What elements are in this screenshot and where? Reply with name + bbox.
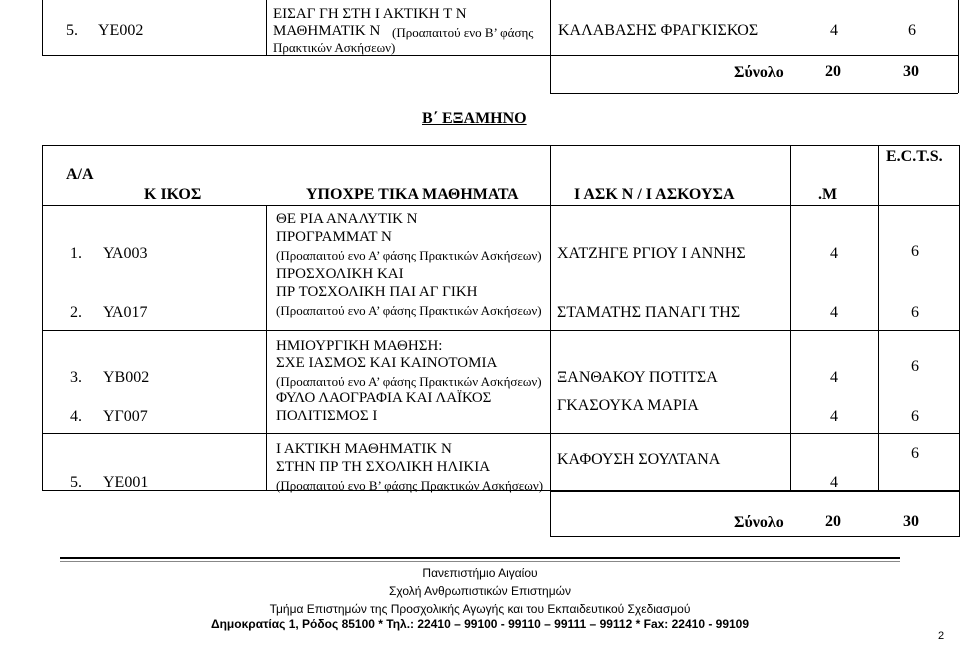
ects-value: 6 bbox=[911, 358, 919, 375]
ects-value: 6 bbox=[911, 408, 919, 425]
page-number: 2 bbox=[938, 630, 945, 642]
total-label: Σύνολο bbox=[734, 64, 784, 81]
header-hours: .Μ bbox=[818, 186, 838, 203]
course-code: ΥΕ002 bbox=[98, 22, 144, 39]
grid-line bbox=[958, 0, 959, 93]
course-title: Ι ΑΚΤΙΚΗ ΜΑΘΗΜΑΤΙΚ Ν bbox=[276, 441, 452, 457]
ects-value: 6 bbox=[908, 22, 916, 39]
hours-value: 4 bbox=[830, 22, 838, 39]
grid-line bbox=[550, 93, 958, 94]
grid-line bbox=[266, 0, 267, 55]
footer-rule bbox=[60, 557, 900, 559]
instructor-name: ΞΑΝΘΑΚΟΥ ΠΟΤΙΤΣΑ bbox=[557, 369, 718, 386]
row-number: 2. bbox=[70, 304, 82, 321]
hours-value: 4 bbox=[830, 408, 838, 425]
course-title: ΠΡΟΓΡΑΜΜΑΤ Ν bbox=[276, 229, 392, 245]
row-number: 1. bbox=[70, 245, 82, 262]
header-aa: Α/Α bbox=[66, 166, 94, 183]
course-code: ΥΒ002 bbox=[103, 369, 150, 386]
grid-line bbox=[266, 205, 267, 491]
grid-line bbox=[42, 433, 960, 434]
course-title: ΠΡΟΣΧΟΛΙΚΗ ΚΑΙ bbox=[276, 266, 404, 282]
ects-value: 6 bbox=[911, 304, 919, 321]
grid-line bbox=[42, 330, 960, 331]
course-title: ΦΥΛΟ ΛΑΟΓΡΑΦΙΑ ΚΑΙ ΛΑΪΚΟΣ bbox=[276, 390, 492, 406]
header-ects: E.C.T.S. bbox=[886, 148, 943, 165]
header-instructor: Ι ΑΣΚ Ν / Ι ΑΣΚΟΥΣΑ bbox=[574, 186, 735, 203]
row-number: 4. bbox=[70, 408, 82, 425]
instructor-name: ΚΑΛΑΒΑΣΗΣ ΦΡΑΓΚΙΣΚΟΣ bbox=[558, 22, 759, 39]
hours-value: 4 bbox=[830, 369, 838, 386]
instructor-name: ΣΤΑΜΑΤΗΣ ΠΑΝΑΓΙ ΤΗΣ bbox=[557, 304, 741, 321]
course-note: (Προαπαιτού ενο Α’ φάσης Πρακτικών Ασκήσεων) bbox=[276, 303, 542, 318]
grid-line bbox=[550, 536, 960, 537]
header-code: Κ ΙΚΟΣ bbox=[144, 186, 202, 203]
course-note: (Προαπαιτού ενο Α’ φάσης Πρακτικών Ασκήσεων) bbox=[276, 374, 542, 389]
course-note: (Προαπαιτού ενο Β’ φάσης bbox=[392, 25, 534, 40]
instructor-name: ΧΑΤΖΗΓΕ ΡΓΙΟΥ Ι ΑΝΝΗΣ bbox=[557, 245, 746, 262]
course-code: ΥΑ017 bbox=[103, 304, 148, 321]
footer-university: Πανεπιστήμιο Αιγαίου bbox=[422, 566, 538, 580]
grid-line bbox=[790, 145, 791, 491]
total-ects: 30 bbox=[903, 63, 919, 80]
course-note: (Προαπαιτού ενο Β’ φάσης Πρακτικών Ασκήσεων) bbox=[276, 478, 544, 493]
total-hours: 20 bbox=[825, 513, 841, 530]
total-label: Σύνολο bbox=[734, 514, 784, 531]
ects-value: 6 bbox=[911, 445, 919, 462]
course-note: (Προαπαιτού ενο Α’ φάσης Πρακτικών Ασκήσεων) bbox=[276, 248, 542, 263]
instructor-name: ΚΑΦΟΥΣΗ ΣΟΥΛΤΑΝΑ bbox=[557, 451, 721, 468]
footer-department: Τμήμα Επιστημών της Προσχολικής Αγωγής και του Εκπαιδευτικού Σχεδιασμού bbox=[269, 602, 691, 616]
course-title: ΠΟΛΙΤΙΣΜΟΣ Ι bbox=[276, 408, 378, 424]
row-number: 3. bbox=[70, 369, 82, 386]
header-courses: ΥΠΟΧΡΕ ΤΙΚΑ ΜΑΘΗΜΑΤΑ bbox=[306, 186, 519, 203]
footer-address: Δημοκρατίας 1, Ρόδος 85100 * Τηλ.: 22410 – 99100 - 99110 – 99111 – 99112 * Fax: 22410 - 99109 bbox=[210, 617, 750, 631]
hours-value: 4 bbox=[830, 304, 838, 321]
course-note: Πρακτικών Ασκήσεων) bbox=[273, 40, 396, 55]
hours-value: 4 bbox=[830, 245, 838, 262]
row-number: 5. bbox=[66, 22, 78, 39]
grid-line bbox=[42, 205, 960, 206]
course-title: ΣΧΕ ΙΑΣΜΟΣ ΚΑΙ ΚΑΙΝΟΤΟΜΙΑ bbox=[276, 355, 498, 371]
grid-line bbox=[550, 55, 551, 93]
course-code: ΥΓ007 bbox=[103, 408, 148, 425]
grid-line bbox=[550, 491, 551, 536]
total-hours: 20 bbox=[825, 63, 841, 80]
grid-line bbox=[550, 0, 551, 55]
course-title: ΜΑΘΗΜΑΤΙΚ Ν bbox=[273, 23, 381, 39]
course-title: ΕΙΣΑΓ ΓΗ ΣΤΗ Ι ΑΚΤΙΚΗ Τ Ν bbox=[273, 6, 467, 22]
grid-line bbox=[42, 55, 958, 56]
course-code: ΥΕ001 bbox=[103, 474, 149, 491]
footer-school: Σχολή Ανθρωπιστικών Επιστημών bbox=[388, 584, 572, 598]
row-number: 5. bbox=[70, 474, 82, 491]
course-title: ΘΕ ΡΙΑ ΑΝΑΛΥΤΙΚ Ν bbox=[276, 211, 418, 227]
total-ects: 30 bbox=[903, 513, 919, 530]
semester-title: Β΄ ΕΞΑΜΗΝΟ bbox=[422, 110, 527, 127]
ects-value: 6 bbox=[911, 243, 919, 260]
grid-line bbox=[550, 145, 551, 491]
course-code: ΥΑ003 bbox=[103, 245, 148, 262]
grid-line bbox=[42, 0, 43, 55]
course-title: ΗΜΙΟΥΡΓΙΚΗ ΜΑΘΗΣΗ: bbox=[276, 338, 443, 354]
course-title: ΣΤΗΝ ΠΡ ΤΗ ΣΧΟΛΙΚΗ ΗΛΙΚΙΑ bbox=[276, 459, 491, 475]
footer-rule bbox=[60, 561, 900, 562]
grid-line bbox=[550, 491, 960, 492]
course-title: ΠΡ ΤΟΣΧΟΛΙΚΗ ΠΑΙ ΑΓ ΓΙΚΗ bbox=[276, 284, 478, 300]
grid-line bbox=[878, 145, 879, 491]
hours-value: 4 bbox=[830, 474, 838, 491]
instructor-name: ΓΚΑΣΟΥΚΑ ΜΑΡΙΑ bbox=[557, 397, 699, 414]
